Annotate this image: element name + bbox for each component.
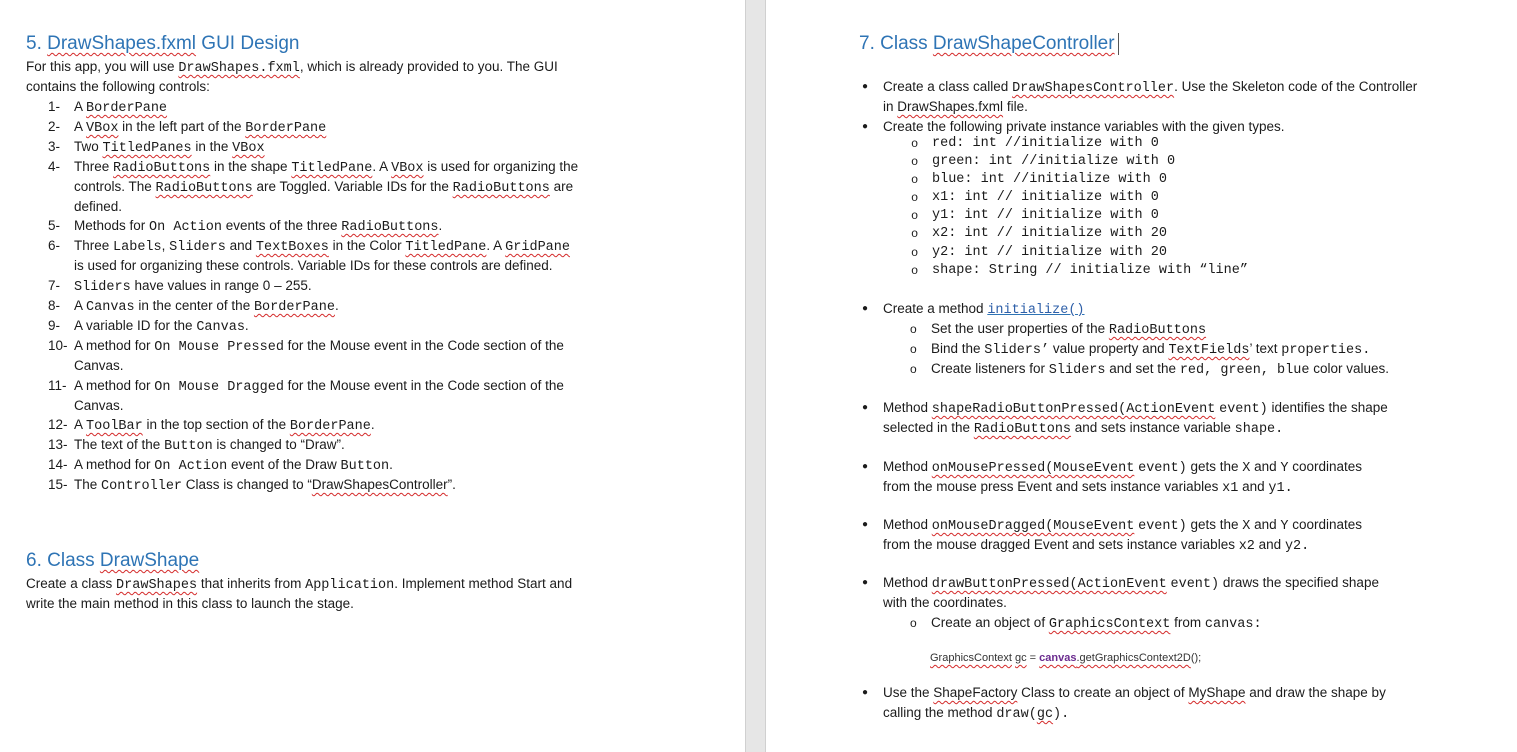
list-item-11: 11- A method for On Mouse Dragged for the Mouse event in the Code section of the Canvas. [48,378,564,413]
bullet-dot-icon: ● [862,687,869,698]
bullet-5: ● Method onMousePressed(MouseEvent event) gets the X and Y coordinates from the mouse press Event and sets instance variables x1 and y1. [862,459,1363,496]
bullet-dot-icon: ● [862,402,869,413]
bullet-8: ● Use the ShapeFactory Class to create an object of MyShape and draw the shape by calling the method draw(gc). [862,685,1386,722]
bullet-2-text: Create the following private instance variables with the given types. [883,119,1285,134]
var-shape: o shape: String // initialize with “line” [911,263,1248,278]
bullet-dot-icon: ● [862,461,869,472]
var-y2: o y2: int // initialize with 20 [911,245,1167,260]
bullet-dot-icon: ● [862,121,869,132]
section-7-heading[interactable]: 7. Class DrawShapeController [859,32,1119,56]
section-5-heading: 5. DrawShapes.fxml GUI Design [26,33,300,54]
bullet-3: ● Create a method initialize() [862,301,1085,318]
bullet-4: ● Method shapeRadioButtonPressed(ActionEvent event) identifies the shape selected in the RadioButtons and sets instance variable shape. [862,400,1388,437]
init-sub-1: o Set the user properties of the RadioButtons [910,321,1207,338]
section-6-heading: 6. Class DrawShape [26,550,200,571]
section-6-line-2: write the main method in this class to launch the stage. [26,596,354,611]
var-green: o green: int //initialize with 0 [911,154,1176,169]
gc-code-line: GraphicsContext gc = canvas.getGraphicsContext2D(); [930,652,1202,664]
list-item-4: 4- Three RadioButtons in the shape TitledPane. A VBox is used for organizing the controls. The RadioButtons are Toggled. Variable IDs for the RadioButtons are defined. [48,159,579,214]
var-y1: o y1: int // initialize with 0 [911,208,1159,223]
bullet-dot-icon: ● [862,577,869,588]
init-sub-2: o Bind the Sliders’ value property and TextFields’ text properties. [910,341,1371,358]
intro-line-2: contains the following controls: [26,79,210,94]
bullet-dot-icon: ● [862,81,869,92]
var-x1: o x1: int // initialize with 0 [911,190,1159,205]
bullet-dot-icon: ● [862,519,869,530]
bullet-dot-icon: ● [862,303,869,314]
intro-line-1: For this app, you will use DrawShapes.fxml, which is already provided to you. The GUI [26,59,558,76]
list-item-10: 10- A method for On Mouse Pressed for the Mouse event in the Code section of the Canvas. [48,338,564,373]
list-item-6: 6- Three Labels, Sliders and TextBoxes in the Color TitledPane. A GridPane is used for organizing these controls. Variable IDs for these controls are defined. [48,238,570,273]
bullet-2 [862,117,1285,137]
init-sub-3: o Create listeners for Sliders and set the red, green, blue color values. [910,361,1389,378]
page-gap [745,0,766,752]
var-x2: o x2: int // initialize with 20 [911,226,1167,241]
var-red: o red: int //initialize with 0 [911,136,1159,151]
right-page-content [766,0,1517,752]
document-page-left: 5. DrawShapes.fxml GUI Design For this app, you will use DrawShapes.fxml, which is already provided to you. The GUI contains the following controls: 1- A BorderPane 2- A VBox in the left part of the BorderPane 3- Two TitledPanes in the VBox 4- Three RadioButtons in the shape TitledPane. A VBox is used for organizing the controls. The RadioButtons are Toggled. Variable IDs for the RadioButtons are defined. 5- Methods for On Action events of the three RadioButtons. 6- Three Labels, Sliders and TextBoxes in the Color TitledPane. A GridPane is used for organizing these controls. Variable IDs for these controls are defined. 7- Sliders have values in range 0 – 255. 8- A Canvas in the center of the BorderPane. 9- A variable ID for the Canvas. 10- A method for On Mouse Pressed for the Mouse event in the Code section of the Canvas. 11- A method for On Mouse Dragged for the Mouse event in the Code section of the Canvas. 12- A ToolBar in the top section of the BorderPane. 13- The text of the Button is changed to “Draw”. 14- A method for On Action event of the Draw Button. 15- The Controller Class is changed to “DrawShapesController”. 6. Class DrawShape Create a class DrawShapes that inherits from Application. Implement method Start and write the main method in this class to launch the stage. [0,0,745,752]
bullet-7-sub: o Create an object of GraphicsContext from canvas: [910,615,1262,632]
section-6-line-1: Create a class DrawShapes that inherits from Application. Implement method Start and [26,576,573,593]
bullet-1: ● Create a class called DrawShapesController. Use the Skeleton code of the Controller in DrawShapes.fxml file. [862,79,1418,114]
var-blue: o blue: int //initialize with 0 [911,172,1167,187]
bullet-7: ● Method drawButtonPressed(ActionEvent event) draws the specified shape with the coordinates. [862,575,1379,610]
bullet-6: ● Method onMouseDragged(MouseEvent event) gets the X and Y coordinates from the mouse dragged Event and sets instance variables x2 and y2. [862,517,1363,554]
